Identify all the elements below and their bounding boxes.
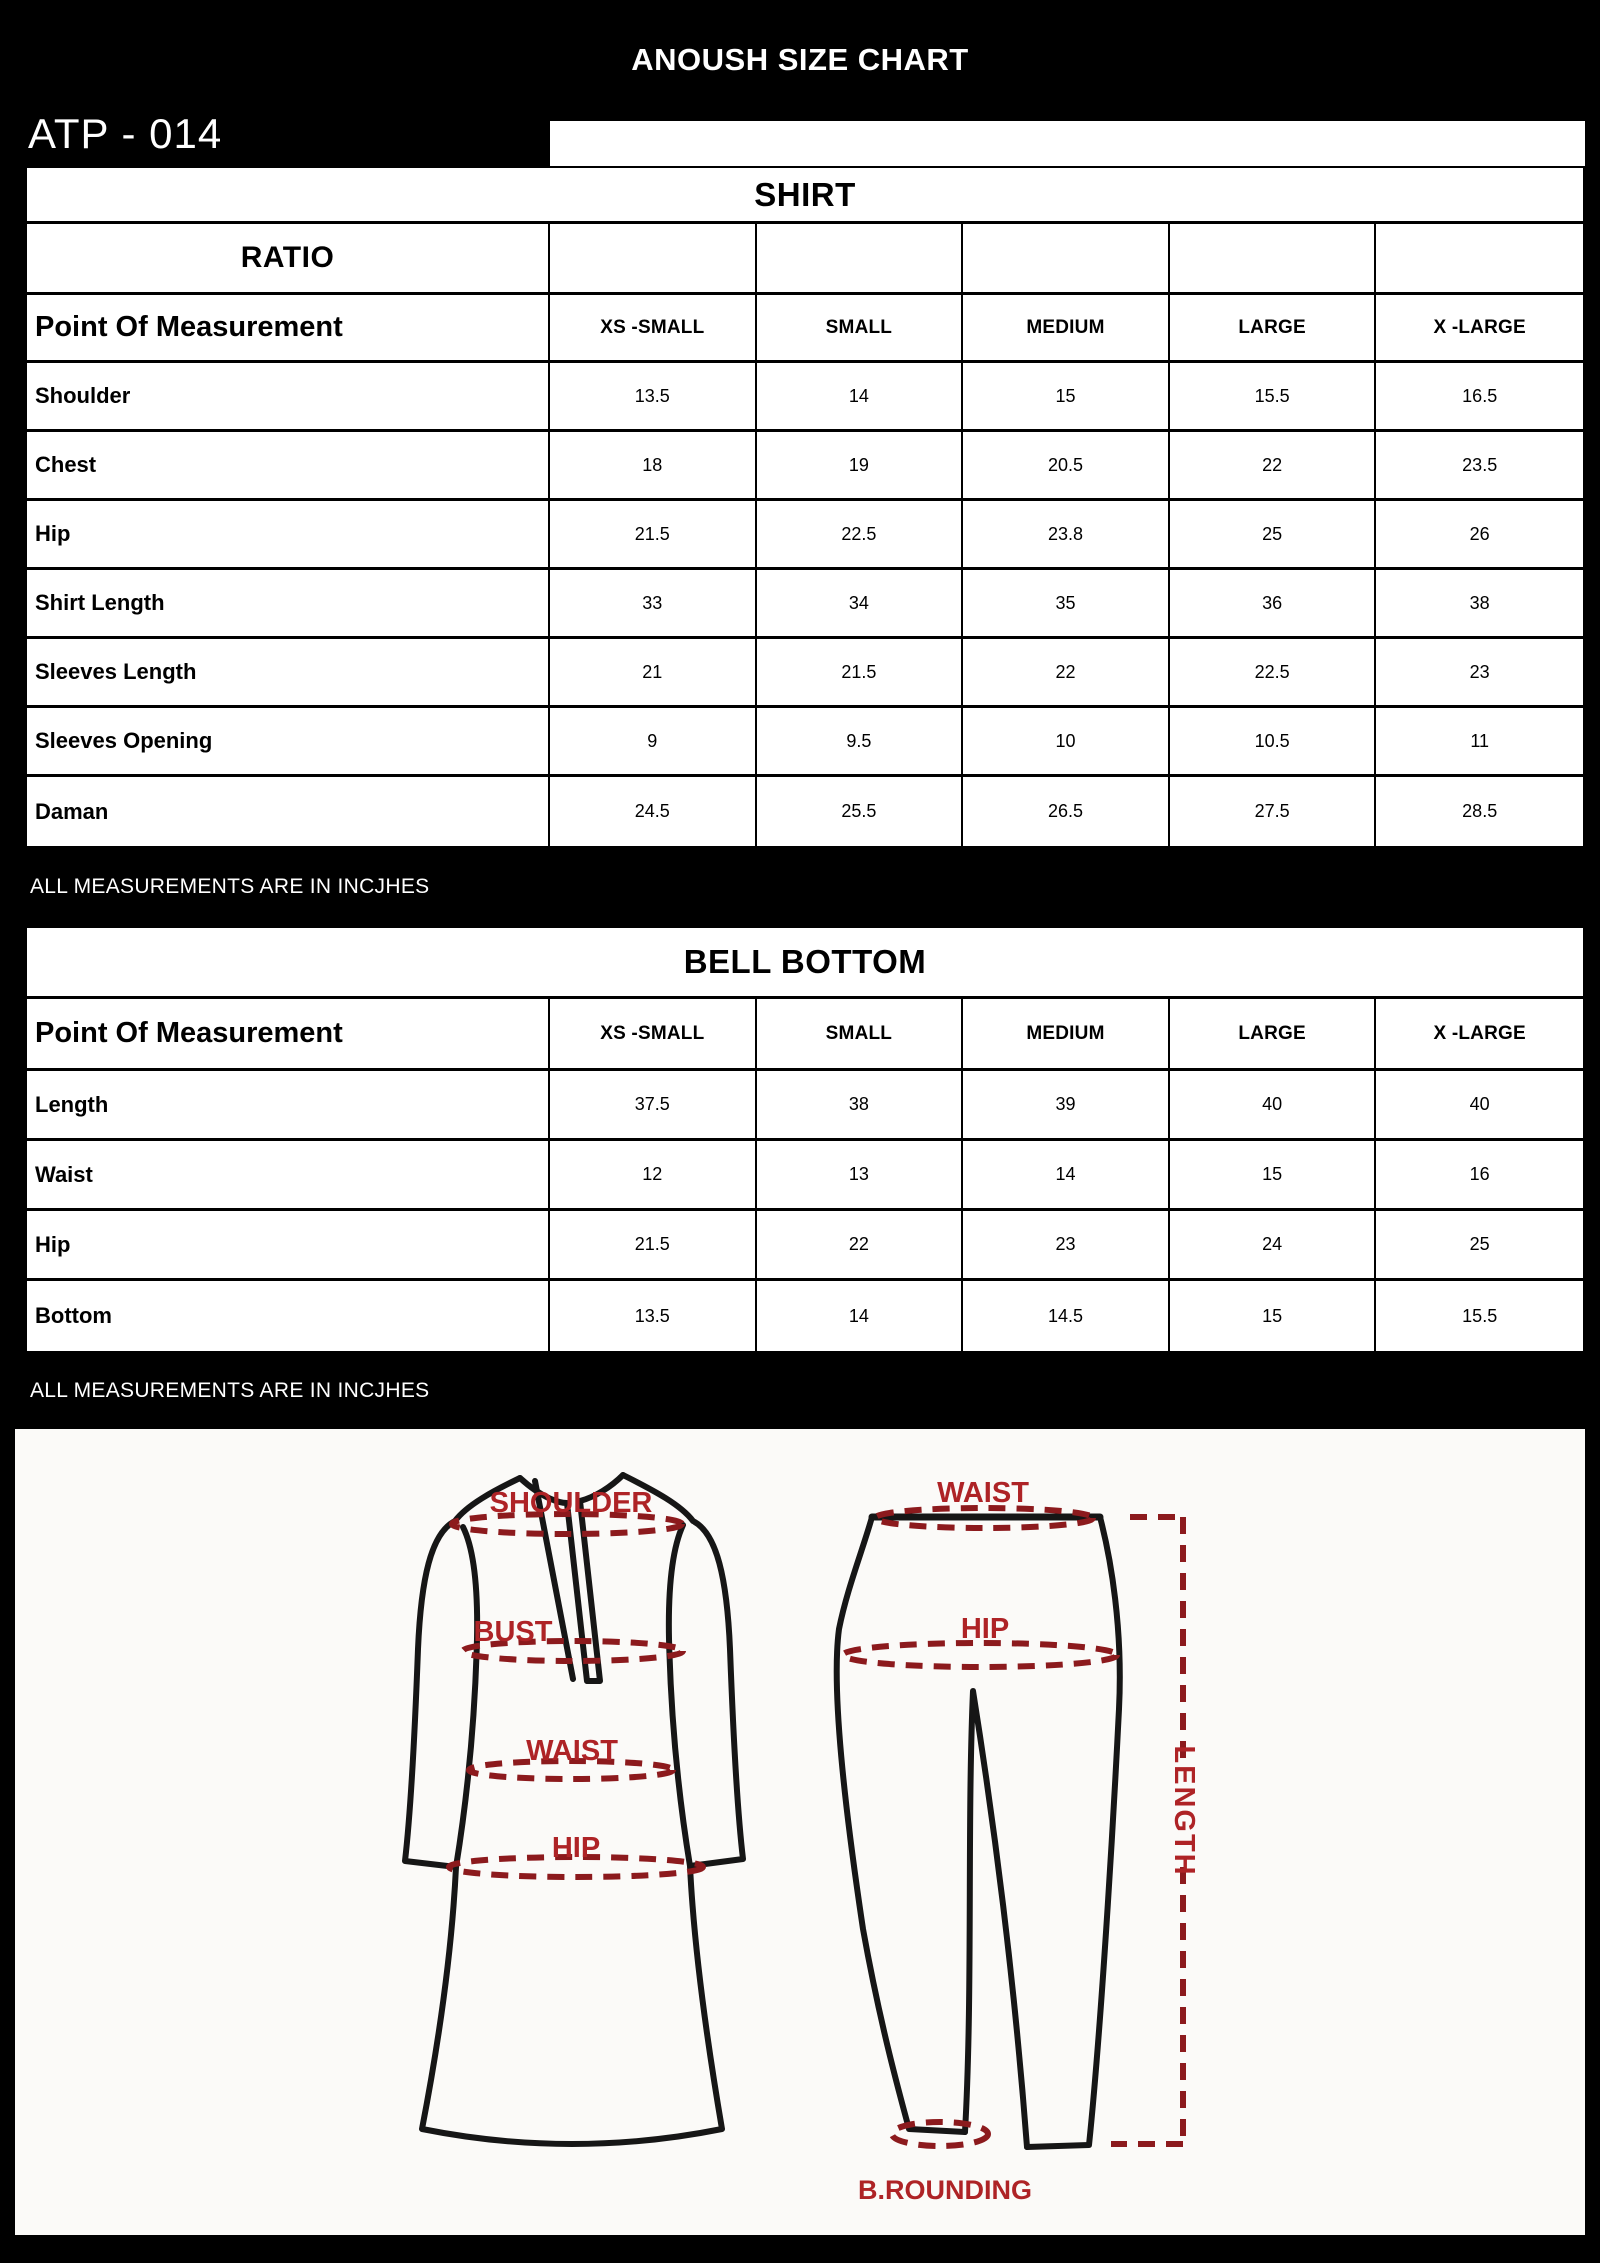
table-cell: 39 <box>963 1071 1170 1138</box>
table-cell: 13.5 <box>550 363 757 429</box>
table-cell: 38 <box>757 1071 964 1138</box>
table-cell: 15 <box>1170 1141 1377 1208</box>
bell-bottom-measurements-note: ALL MEASUREMENTS ARE IN INCJHES <box>30 1379 430 1402</box>
table-row <box>27 777 1583 846</box>
column-header: MEDIUM <box>963 999 1170 1068</box>
table-row <box>27 1071 1583 1141</box>
column-header: XS -SMALL <box>550 295 757 360</box>
table-cell: 10.5 <box>1170 708 1377 774</box>
table-cell: 14.5 <box>963 1281 1170 1351</box>
table-row <box>27 708 1583 777</box>
column-header: SMALL <box>757 999 964 1068</box>
table-cell: 11 <box>1470 730 1490 751</box>
kurta-sleeve-seam-left <box>456 1527 477 1867</box>
table-cell: 14 <box>963 1141 1170 1208</box>
measurement-diagram-svg <box>15 1429 1585 2235</box>
kurta-bust-label: BUST <box>473 1616 553 1648</box>
pants-right-leg-outline <box>1027 1517 1120 2147</box>
shirt-table-title: SHIRT <box>27 168 1583 224</box>
table-cell: 28.5 <box>1462 801 1498 821</box>
table-cell: 23 <box>1469 661 1490 682</box>
kurta-waist-label: WAIST <box>526 1735 618 1767</box>
table-cell: 15.5 <box>1170 363 1377 429</box>
product-code-blank-bar <box>550 121 1585 166</box>
column-header: LARGE <box>1170 295 1377 360</box>
row-label: Sleeves Length <box>27 639 550 705</box>
ratio-empty-cell <box>1376 224 1583 292</box>
shirt-header-row <box>27 295 1583 363</box>
column-header: X -LARGE <box>1433 316 1526 338</box>
product-row <box>0 96 1600 166</box>
table-cell: 26 <box>1469 523 1490 544</box>
table-cell: 16.5 <box>1462 385 1498 406</box>
bell-bottom-size-table <box>25 926 1585 1353</box>
ratio-empty-cell <box>550 224 757 292</box>
ratio-empty-cell <box>757 224 964 292</box>
table-cell: 21.5 <box>550 1211 757 1278</box>
column-header: LARGE <box>1170 999 1377 1068</box>
table-row <box>27 639 1583 708</box>
row-label: Shirt Length <box>27 570 550 636</box>
pants-length-label: LENGTH <box>1168 1745 1200 1877</box>
column-header: XS -SMALL <box>550 999 757 1068</box>
shirt-measurements-note: ALL MEASUREMENTS ARE IN INCJHES <box>30 875 430 898</box>
row-label: Hip <box>27 1211 550 1278</box>
table-cell: 21.5 <box>550 501 757 567</box>
table-cell: 18 <box>550 432 757 498</box>
table-cell: 22 <box>1170 432 1377 498</box>
table-row <box>27 363 1583 432</box>
pants-hip-label: HIP <box>960 1613 1010 1645</box>
table-cell: 23.5 <box>1462 454 1498 475</box>
row-label: Shoulder <box>27 363 550 429</box>
table-cell: 12 <box>550 1141 757 1208</box>
bell-bottom-header-row <box>27 999 1583 1071</box>
table-cell: 20.5 <box>963 432 1170 498</box>
shirt-size-table <box>25 166 1585 848</box>
pants-left-leg-outline <box>837 1517 965 2132</box>
ratio-empty-cell <box>1170 224 1377 292</box>
table-row <box>27 501 1583 570</box>
row-label: Hip <box>27 501 550 567</box>
table-cell: 22.5 <box>1170 639 1377 705</box>
table-cell: 23.8 <box>963 501 1170 567</box>
row-label: Bottom <box>27 1281 550 1351</box>
table-row <box>27 1141 1583 1211</box>
table-row <box>27 1281 1583 1351</box>
table-cell: 15.5 <box>1462 1305 1498 1326</box>
kurta-drawing <box>405 1475 743 2144</box>
table-cell: 33 <box>550 570 757 636</box>
table-cell: 21.5 <box>757 639 964 705</box>
table-cell: 25.5 <box>757 777 964 846</box>
kurta-sleeve-seam-right <box>669 1525 690 1866</box>
table-cell: 15 <box>963 363 1170 429</box>
table-cell: 10 <box>963 708 1170 774</box>
table-cell: 16 <box>1469 1164 1490 1184</box>
pants-b-rounding-label: B.ROUNDING <box>858 2175 1032 2205</box>
table-cell: 23 <box>963 1211 1170 1278</box>
pants-inseam <box>965 1691 1027 2147</box>
pants-drawing <box>837 1477 1200 2205</box>
bell-bottom-table-title: BELL BOTTOM <box>27 928 1583 999</box>
table-cell: 40 <box>1469 1094 1490 1114</box>
table-cell: 9.5 <box>757 708 964 774</box>
table-cell: 22 <box>963 639 1170 705</box>
ratio-label-cell: RATIO <box>27 224 550 292</box>
product-code: ATP - 014 <box>28 110 223 157</box>
pants-waist-label: WAIST <box>937 1477 1029 1509</box>
row-label: Waist <box>27 1141 550 1208</box>
measurement-diagram <box>15 1429 1585 2235</box>
table-cell: 21 <box>550 639 757 705</box>
table-row <box>27 1211 1583 1281</box>
table-cell: 24.5 <box>550 777 757 846</box>
column-header: MEDIUM <box>963 295 1170 360</box>
column-header: SMALL <box>757 295 964 360</box>
pants-b-rounding-dash <box>892 2122 988 2146</box>
table-cell: 22 <box>757 1211 964 1278</box>
table-cell: 24 <box>1170 1211 1377 1278</box>
table-row <box>27 432 1583 501</box>
kurta-shoulder-label: SHOULDER <box>489 1487 653 1519</box>
table-cell: 13 <box>757 1141 964 1208</box>
table-cell: 38 <box>1469 592 1490 613</box>
table-cell: 27.5 <box>1170 777 1377 846</box>
row-label: Chest <box>27 432 550 498</box>
table-cell: 26.5 <box>963 777 1170 846</box>
table-cell: 14 <box>757 1281 964 1351</box>
column-header: Point Of Measurement <box>27 295 550 360</box>
column-header: X -LARGE <box>1433 1022 1526 1044</box>
ratio-empty-cell <box>963 224 1170 292</box>
table-cell: 35 <box>963 570 1170 636</box>
table-cell: 22.5 <box>757 501 964 567</box>
table-cell: 25 <box>1469 1234 1490 1254</box>
ratio-row <box>27 224 1583 295</box>
table-cell: 25 <box>1170 501 1377 567</box>
table-cell: 19 <box>757 432 964 498</box>
kurta-hip-label: HIP <box>551 1832 601 1864</box>
column-header: Point Of Measurement <box>27 999 550 1068</box>
row-label: Daman <box>27 777 550 846</box>
table-cell: 9 <box>550 708 757 774</box>
row-label: Length <box>27 1071 550 1138</box>
table-cell: 14 <box>757 363 964 429</box>
table-cell: 34 <box>757 570 964 636</box>
table-cell: 37.5 <box>550 1071 757 1138</box>
table-cell: 36 <box>1170 570 1377 636</box>
page-title: ANOUSH SIZE CHART <box>631 42 969 77</box>
table-cell: 15 <box>1170 1281 1377 1351</box>
row-label: Sleeves Opening <box>27 708 550 774</box>
pants-hip-dash <box>843 1643 1117 1667</box>
table-cell: 40 <box>1170 1071 1377 1138</box>
table-row <box>27 570 1583 639</box>
table-cell: 13.5 <box>550 1281 757 1351</box>
